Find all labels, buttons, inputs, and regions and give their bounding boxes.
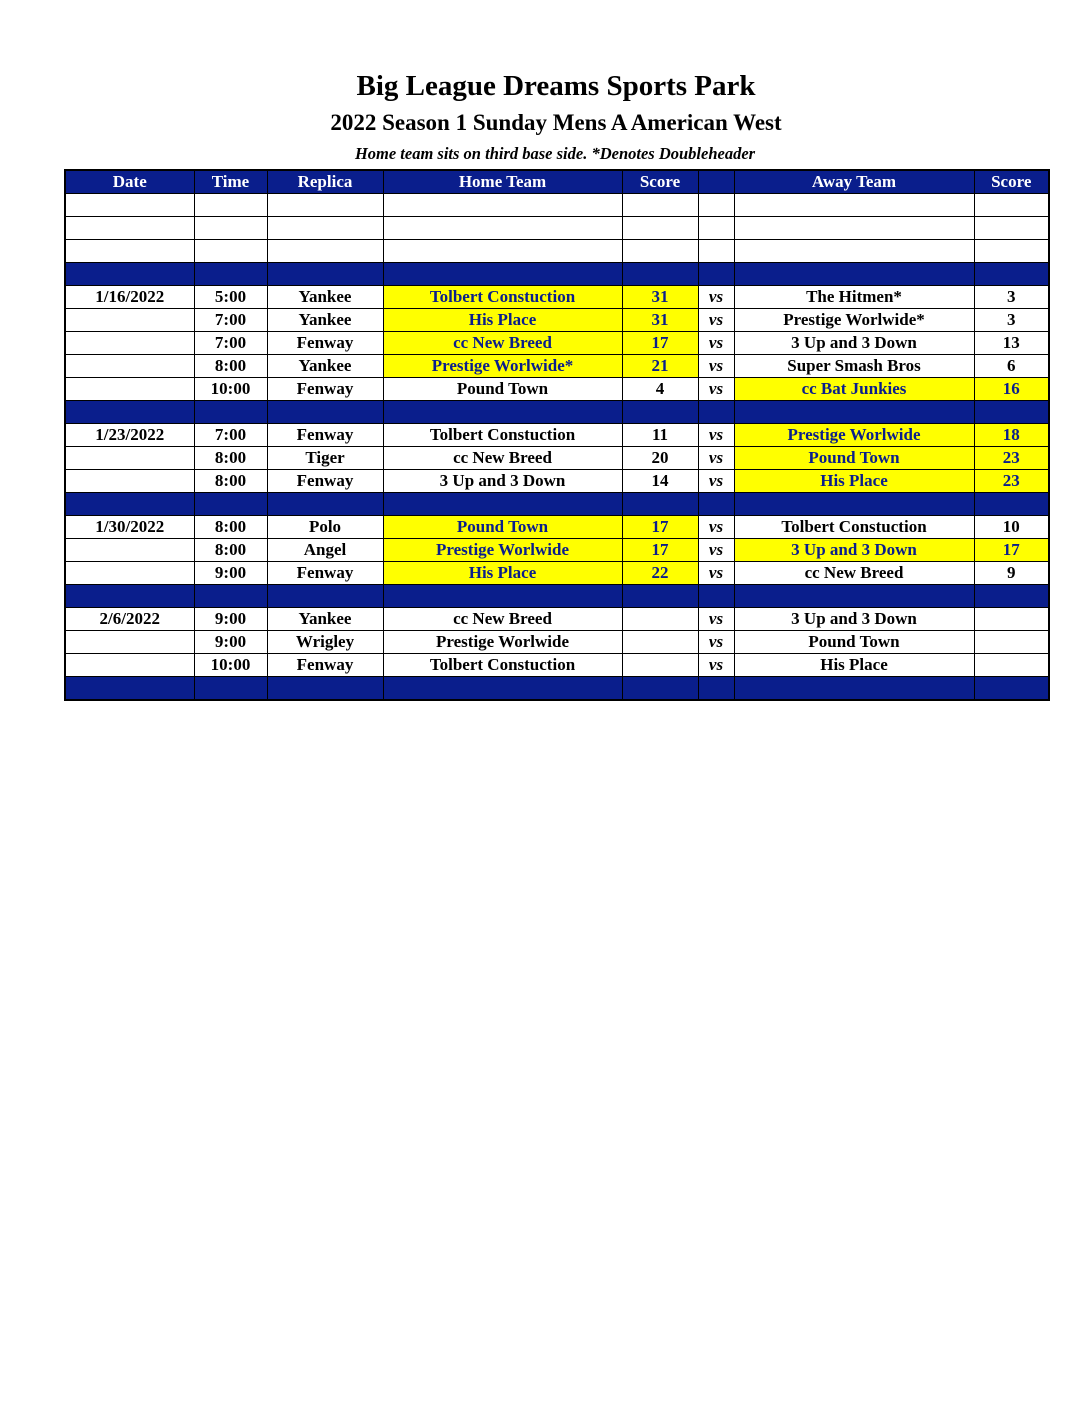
away-team-cell: cc New Breed	[734, 562, 974, 585]
blank-cell	[734, 194, 974, 217]
game-row	[65, 539, 1049, 562]
away-team-cell: 3 Up and 3 Down	[734, 608, 974, 631]
blank-cell	[65, 194, 194, 217]
time-cell: 7:00	[194, 309, 267, 332]
blank-cell	[622, 217, 698, 240]
separator-cell	[267, 585, 383, 608]
date-cell	[65, 562, 194, 585]
blank-cell	[383, 194, 622, 217]
vs-cell: vs	[698, 516, 734, 539]
column-header-away-team: Away Team	[734, 170, 974, 194]
game-row	[65, 562, 1049, 585]
vs-cell: vs	[698, 539, 734, 562]
blank-cell	[194, 217, 267, 240]
separator-cell	[622, 585, 698, 608]
column-header-replica: Replica	[267, 170, 383, 194]
separator-cell	[698, 677, 734, 701]
home-team-cell: 3 Up and 3 Down	[383, 470, 622, 493]
separator-cell	[267, 493, 383, 516]
home-score-cell	[622, 608, 698, 631]
column-header-home-team: Home Team	[383, 170, 622, 194]
replica-cell: Fenway	[267, 424, 383, 447]
page-title: Big League Dreams Sports Park	[356, 70, 756, 102]
game-row	[65, 470, 1049, 493]
time-cell: 9:00	[194, 631, 267, 654]
blank-cell	[622, 240, 698, 263]
vs-cell: vs	[698, 378, 734, 401]
separator-cell	[734, 493, 974, 516]
time-cell: 7:00	[194, 332, 267, 355]
separator-cell	[194, 263, 267, 286]
home-team-cell: Tolbert Constuction	[383, 654, 622, 677]
away-team-cell: His Place	[734, 654, 974, 677]
replica-cell: Wrigley	[267, 631, 383, 654]
vs-cell: vs	[698, 631, 734, 654]
blank-cell	[267, 240, 383, 263]
away-score-cell: 10	[974, 516, 1049, 539]
time-cell: 7:00	[194, 424, 267, 447]
away-score-cell: 9	[974, 562, 1049, 585]
home-score-cell: 11	[622, 424, 698, 447]
separator-cell	[974, 401, 1049, 424]
home-score-cell: 4	[622, 378, 698, 401]
blank-cell	[65, 217, 194, 240]
game-row	[65, 286, 1049, 309]
blank-cell	[734, 240, 974, 263]
separator-cell	[622, 677, 698, 701]
vs-cell: vs	[698, 332, 734, 355]
blank-cell	[698, 240, 734, 263]
replica-cell: Tiger	[267, 447, 383, 470]
home-team-cell: cc New Breed	[383, 447, 622, 470]
separator-cell	[734, 677, 974, 701]
replica-cell: Yankee	[267, 355, 383, 378]
blank-cell	[267, 217, 383, 240]
time-cell: 8:00	[194, 470, 267, 493]
blank-cell	[974, 240, 1049, 263]
separator-cell	[622, 263, 698, 286]
table-header-row	[65, 170, 1049, 194]
game-row	[65, 447, 1049, 470]
away-team-cell: Prestige Worlwide*	[734, 309, 974, 332]
home-team-cell: Prestige Worlwide	[383, 631, 622, 654]
blank-row	[65, 217, 1049, 240]
time-cell: 8:00	[194, 447, 267, 470]
home-score-cell: 14	[622, 470, 698, 493]
away-score-cell	[974, 654, 1049, 677]
date-cell	[65, 355, 194, 378]
blank-row	[65, 194, 1049, 217]
replica-cell: Fenway	[267, 654, 383, 677]
separator-cell	[734, 401, 974, 424]
game-row	[65, 355, 1049, 378]
date-cell	[65, 447, 194, 470]
game-row	[65, 654, 1049, 677]
home-team-cell: cc New Breed	[383, 608, 622, 631]
home-score-cell: 17	[622, 332, 698, 355]
separator-cell	[65, 263, 194, 286]
away-team-cell: 3 Up and 3 Down	[734, 539, 974, 562]
separator-cell	[622, 401, 698, 424]
blank-cell	[383, 240, 622, 263]
game-row	[65, 516, 1049, 539]
separator-cell	[734, 585, 974, 608]
blank-cell	[65, 240, 194, 263]
game-row	[65, 608, 1049, 631]
blank-row	[65, 240, 1049, 263]
home-score-cell: 17	[622, 539, 698, 562]
home-team-cell: Pound Town	[383, 516, 622, 539]
separator-cell	[974, 263, 1049, 286]
home-score-cell: 20	[622, 447, 698, 470]
away-score-cell: 16	[974, 378, 1049, 401]
separator-cell	[194, 677, 267, 701]
away-score-cell: 23	[974, 447, 1049, 470]
home-team-cell: Prestige Worlwide	[383, 539, 622, 562]
separator-cell	[267, 677, 383, 701]
home-team-cell: Pound Town	[383, 378, 622, 401]
column-header-home-score: Score	[622, 170, 698, 194]
separator-row	[65, 401, 1049, 424]
separator-cell	[194, 401, 267, 424]
separator-cell	[383, 401, 622, 424]
home-team-cell: His Place	[383, 562, 622, 585]
home-score-cell	[622, 654, 698, 677]
separator-cell	[65, 493, 194, 516]
vs-cell: vs	[698, 309, 734, 332]
blank-cell	[698, 217, 734, 240]
blank-cell	[622, 194, 698, 217]
time-cell: 10:00	[194, 378, 267, 401]
blank-cell	[734, 217, 974, 240]
away-score-cell: 6	[974, 355, 1049, 378]
away-team-cell: Pound Town	[734, 447, 974, 470]
replica-cell: Fenway	[267, 562, 383, 585]
game-row	[65, 424, 1049, 447]
blank-cell	[194, 194, 267, 217]
blank-cell	[698, 194, 734, 217]
replica-cell: Yankee	[267, 309, 383, 332]
vs-cell: vs	[698, 447, 734, 470]
game-row	[65, 309, 1049, 332]
date-cell	[65, 539, 194, 562]
separator-cell	[383, 493, 622, 516]
away-team-cell: cc Bat Junkies	[734, 378, 974, 401]
separator-cell	[734, 263, 974, 286]
blank-cell	[974, 194, 1049, 217]
blank-cell	[194, 240, 267, 263]
separator-cell	[267, 263, 383, 286]
date-cell: 2/6/2022	[65, 608, 194, 631]
home-team-cell: His Place	[383, 309, 622, 332]
vs-cell: vs	[698, 424, 734, 447]
replica-cell: Polo	[267, 516, 383, 539]
date-cell: 1/30/2022	[65, 516, 194, 539]
away-team-cell: Super Smash Bros	[734, 355, 974, 378]
game-row	[65, 631, 1049, 654]
separator-cell	[383, 677, 622, 701]
replica-cell: Yankee	[267, 608, 383, 631]
home-score-cell: 31	[622, 309, 698, 332]
separator-cell	[383, 585, 622, 608]
away-score-cell: 18	[974, 424, 1049, 447]
separator-row	[65, 263, 1049, 286]
away-team-cell: The Hitmen*	[734, 286, 974, 309]
separator-row	[65, 493, 1049, 516]
separator-row	[65, 677, 1049, 701]
separator-cell	[65, 585, 194, 608]
away-team-cell: 3 Up and 3 Down	[734, 332, 974, 355]
home-team-cell: cc New Breed	[383, 332, 622, 355]
vs-cell: vs	[698, 654, 734, 677]
vs-cell: vs	[698, 562, 734, 585]
home-score-cell: 22	[622, 562, 698, 585]
home-team-cell: Tolbert Constuction	[383, 286, 622, 309]
away-score-cell: 17	[974, 539, 1049, 562]
time-cell: 9:00	[194, 562, 267, 585]
time-cell: 8:00	[194, 539, 267, 562]
date-cell	[65, 631, 194, 654]
separator-row	[65, 585, 1049, 608]
separator-cell	[65, 677, 194, 701]
season-subtitle: 2022 Season 1 Sunday Mens A American West	[330, 110, 782, 135]
away-score-cell: 3	[974, 286, 1049, 309]
separator-cell	[974, 585, 1049, 608]
separator-cell	[698, 401, 734, 424]
column-header-date: Date	[65, 170, 194, 194]
away-score-cell: 23	[974, 470, 1049, 493]
time-cell: 10:00	[194, 654, 267, 677]
separator-cell	[622, 493, 698, 516]
date-cell	[65, 332, 194, 355]
home-score-cell: 21	[622, 355, 698, 378]
away-team-cell: Tolbert Constuction	[734, 516, 974, 539]
home-score-cell	[622, 631, 698, 654]
separator-cell	[698, 493, 734, 516]
date-cell	[65, 470, 194, 493]
time-cell: 9:00	[194, 608, 267, 631]
home-score-cell: 17	[622, 516, 698, 539]
time-cell: 8:00	[194, 516, 267, 539]
away-score-cell: 3	[974, 309, 1049, 332]
game-row	[65, 378, 1049, 401]
replica-cell: Yankee	[267, 286, 383, 309]
replica-cell: Fenway	[267, 378, 383, 401]
away-team-cell: His Place	[734, 470, 974, 493]
separator-cell	[698, 585, 734, 608]
date-cell	[65, 309, 194, 332]
away-team-cell: Prestige Worlwide	[734, 424, 974, 447]
date-cell	[65, 654, 194, 677]
away-score-cell	[974, 631, 1049, 654]
blank-cell	[383, 217, 622, 240]
column-header-away-score: Score	[974, 170, 1049, 194]
home-team-cell: Tolbert Constuction	[383, 424, 622, 447]
separator-cell	[383, 263, 622, 286]
separator-cell	[974, 677, 1049, 701]
vs-cell: vs	[698, 608, 734, 631]
time-cell: 8:00	[194, 355, 267, 378]
replica-cell: Fenway	[267, 332, 383, 355]
blank-cell	[974, 217, 1049, 240]
separator-cell	[974, 493, 1049, 516]
date-cell	[65, 378, 194, 401]
separator-cell	[698, 263, 734, 286]
date-cell: 1/23/2022	[65, 424, 194, 447]
schedule-body	[65, 194, 1049, 701]
blank-cell	[267, 194, 383, 217]
away-score-cell	[974, 608, 1049, 631]
home-score-cell: 31	[622, 286, 698, 309]
game-row	[65, 332, 1049, 355]
vs-cell: vs	[698, 470, 734, 493]
away-team-cell: Pound Town	[734, 631, 974, 654]
schedule-note: Home team sits on third base side. *Denotes Doubleheader	[354, 144, 756, 163]
column-header-vs	[698, 170, 734, 194]
separator-cell	[194, 493, 267, 516]
schedule-table	[64, 169, 1050, 701]
home-team-cell: Prestige Worlwide*	[383, 355, 622, 378]
time-cell: 5:00	[194, 286, 267, 309]
vs-cell: vs	[698, 286, 734, 309]
away-score-cell: 13	[974, 332, 1049, 355]
date-cell: 1/16/2022	[65, 286, 194, 309]
vs-cell: vs	[698, 355, 734, 378]
replica-cell: Angel	[267, 539, 383, 562]
separator-cell	[194, 585, 267, 608]
replica-cell: Fenway	[267, 470, 383, 493]
separator-cell	[267, 401, 383, 424]
column-header-time: Time	[194, 170, 267, 194]
separator-cell	[65, 401, 194, 424]
